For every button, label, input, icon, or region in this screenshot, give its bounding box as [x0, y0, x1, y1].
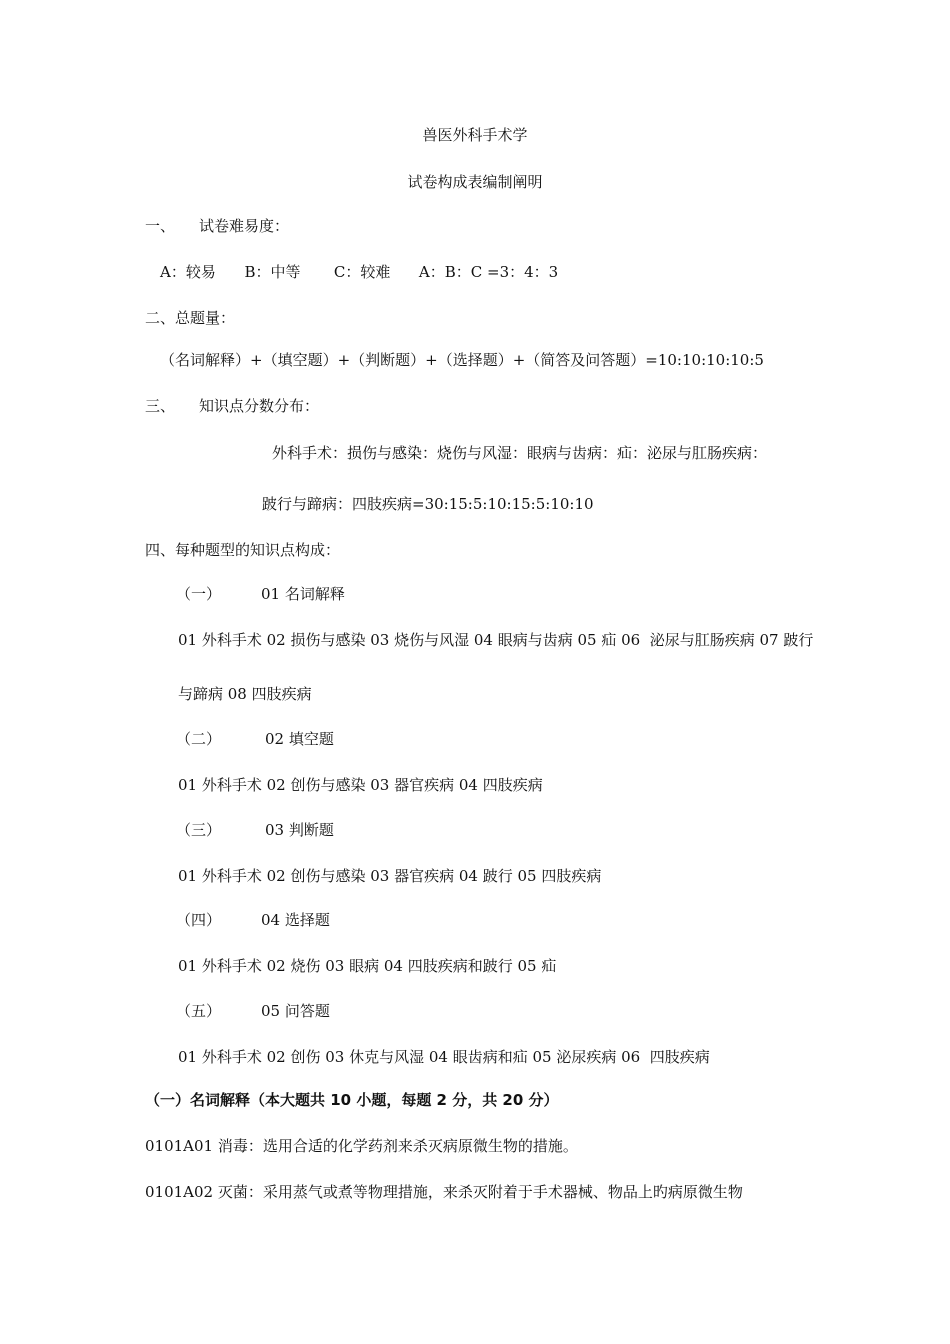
- type1-label: （一）: [176, 585, 222, 603]
- type5-name: 05 问答题: [261, 1002, 330, 1020]
- section1-heading: 试卷难易度：: [199, 217, 290, 235]
- type3-name: 03 判断题: [265, 821, 334, 839]
- part1-heading: （一）名词解释（本大题共 10 小题，每题 2 分，共 20 分）: [145, 1091, 559, 1109]
- difficulty-ratio: A：较易 B：中等 C：较难 A：B：C =3：4：3: [160, 263, 559, 281]
- document-subtitle: 试卷构成表编制阐明: [407, 173, 543, 191]
- definition-item: 0101A01 消毒：选用合适的化学药剂来杀灭病原微生物的措施。: [145, 1137, 578, 1155]
- score-distribution-line1: 外科手术：损伤与感染：烧伤与风湿：眼病与齿病：疝：泌尿与肛肠疾病：: [272, 444, 768, 462]
- section2-heading: 二、总题量：: [145, 309, 236, 327]
- type2-name: 02 填空题: [265, 730, 334, 748]
- type1-name: 01 名词解释: [261, 585, 345, 603]
- type5-items: 01 外科手术 02 创伤 03 休克与风湿 04 眼齿病和疝 05 泌尿疾病 06 四肢疾病: [178, 1048, 710, 1066]
- section3-number: 三、: [145, 397, 176, 415]
- document-title: 兽医外科手术学: [422, 126, 528, 144]
- score-distribution-line2: 跛行与蹄病：四肢疾病=30:15:5:10:15:5:10:10: [262, 495, 594, 513]
- type2-label: （二）: [176, 730, 222, 748]
- type1-items-line2: 与蹄病 08 四肢疾病: [178, 685, 312, 703]
- question-count-formula: （名词解释）+（填空题）+（判断题）+（选择题）+（简答及问答题）=10:10:10:10:5: [160, 351, 764, 369]
- type4-name: 04 选择题: [261, 911, 330, 929]
- section1-number: 一、: [145, 217, 176, 235]
- type1-items-line1: 01 外科手术 02 损伤与感染 03 烧伤与风湿 04 眼病与齿病 05 疝 06 泌尿与肛肠疾病 07 跛行: [178, 631, 814, 649]
- type5-label: （五）: [176, 1002, 222, 1020]
- section4-heading: 四、每种题型的知识点构成：: [145, 541, 341, 559]
- section3-heading: 知识点分数分布：: [199, 397, 320, 415]
- type3-label: （三）: [176, 821, 222, 839]
- type4-label: （四）: [176, 911, 222, 929]
- type3-items: 01 外科手术 02 创伤与感染 03 器官疾病 04 跛行 05 四肢疾病: [178, 867, 602, 885]
- type4-items: 01 外科手术 02 烧伤 03 眼病 04 四肢疾病和跛行 05 疝: [178, 957, 557, 975]
- type2-items: 01 外科手术 02 创伤与感染 03 器官疾病 04 四肢疾病: [178, 776, 543, 794]
- definition-item: 0101A02 灭菌：采用蒸气或煮等物理措施，来杀灭附着于手术器械、物品上旳病原微生物: [145, 1183, 743, 1201]
